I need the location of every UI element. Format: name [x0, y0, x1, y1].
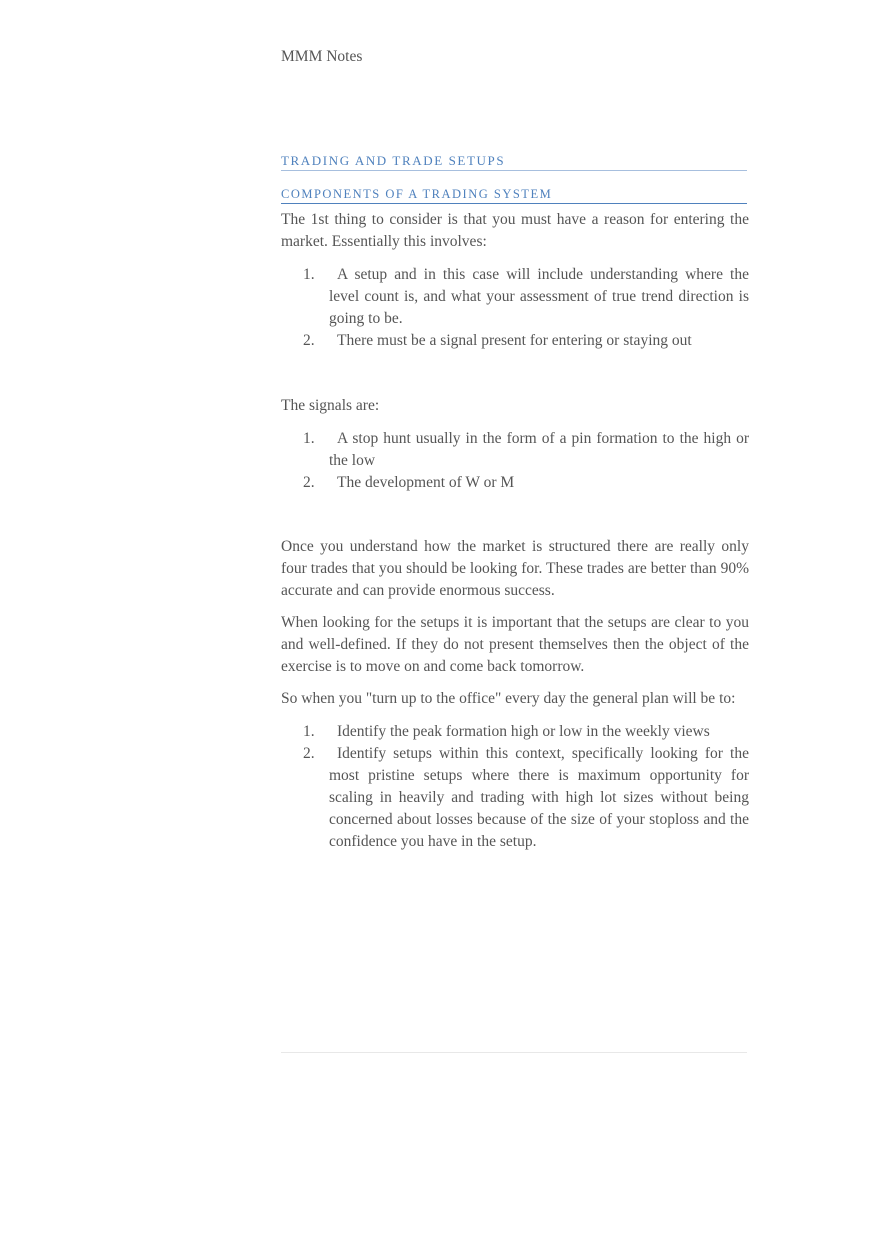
list-item-text: Identify the peak formation high or low in the weekly views [337, 723, 710, 740]
list-item-text: Identify setups within this context, specifically looking for the most pristine setups where there is maximum opportunity for scaling in heavily and trading with high lot sizes without being concerned about losses because of the size of your stoploss and the confidence you have in the setup. [329, 745, 749, 850]
list-item [281, 264, 749, 330]
page-header: MMM Notes [281, 48, 363, 65]
trades-paragraph: Once you understand how the market is structured there are really only four trades that you should be looking for. These trades are better than 90% accurate and can provide enormous success. [281, 538, 749, 599]
list-number: 2. [303, 745, 315, 762]
plan-list [281, 721, 749, 853]
list-item [281, 743, 749, 853]
list-number: 2. [303, 332, 315, 349]
signals-list [281, 428, 749, 494]
intro-paragraph: The 1st thing to consider is that you must have a reason for entering the market. Essentially this involves: [281, 211, 749, 250]
list-number: 1. [303, 723, 315, 740]
setups-paragraph: When looking for the setups it is important that the setups are clear to you and well-defined. If they do not present themselves then the object of the exercise is to move on and come back tomorrow. [281, 614, 749, 675]
list-item [281, 428, 749, 472]
list-number: 1. [303, 430, 315, 447]
section-subheading: COMPONENTS OF A TRADING SYSTEM [281, 186, 747, 204]
list-item-text: A stop hunt usually in the form of a pin formation to the high or the low [329, 430, 749, 469]
footer-divider [281, 1052, 747, 1053]
list-item-text: A setup and in this case will include understanding where the level count is, and what your assessment of true trend direction is going to be. [329, 266, 749, 327]
list-item-text: The development of W or M [337, 474, 515, 491]
list-item-text: There must be a signal present for entering or staying out [337, 332, 692, 349]
section-heading: TRADING AND TRADE SETUPS [281, 153, 747, 171]
list-item [281, 472, 749, 494]
plan-paragraph: So when you "turn up to the office" every day the general plan will be to: [281, 690, 736, 707]
list-item [281, 721, 749, 743]
list-number: 2. [303, 474, 315, 491]
components-list [281, 264, 749, 352]
list-number: 1. [303, 266, 315, 283]
list-item [281, 330, 749, 352]
signals-intro: The signals are: [281, 397, 380, 414]
